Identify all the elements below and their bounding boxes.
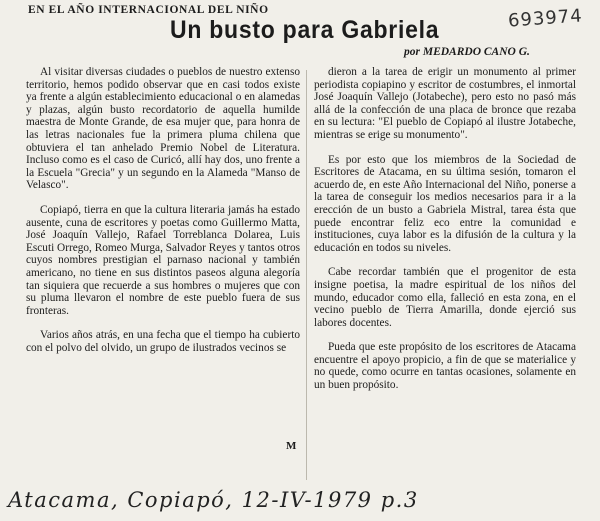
article-title: Un busto para Gabriela	[170, 16, 440, 44]
archive-number: 693974	[507, 5, 584, 32]
article-byline: por MEDARDO CANO G.	[404, 46, 530, 58]
paragraph: Varios años atrás, en una fecha que el tiempo ha cubierto con el polvo del olvido, un grupo de ilustrados vecinos se	[26, 329, 300, 354]
column-divider	[306, 70, 307, 480]
paragraph: dieron a la tarea de erigir un monumento al primer periodista copiapino y escritor de costumbres, el inmortal José Joaquín Vallejo (Jotabeche), pero esto no pasó más allá de la confección de una placa de bronce que rezaba en su lectura: "El pueblo de Copiapó al ilustre Jotabeche, mientras se erige su monumento".	[314, 66, 576, 141]
paragraph: Copiapó, tierra en que la cultura literaria jamás ha estado ausente, cuna de escritores y poetas como Guillermo Matta, José Joaquín Vallejo, Rafael Torreblanca Dolarea, Luis Escuti Orrego, Romeo Murga, Salvador Reyes y tantos otros cuyos nombres prestigian el parnaso nacional y también americano, no tiene en sus distintos paseos alguna alegoría tan siquiera que recuerde a sus hombres o mujeres que con su pluma llevaron el nombre de este pueblo fuera de sus fronteras.	[26, 203, 301, 317]
article-kicker: EN EL AÑO INTERNACIONAL DEL NIÑO	[28, 4, 269, 16]
right-column	[314, 66, 576, 392]
signature-mark: M	[286, 440, 297, 452]
paragraph: Al visitar diversas ciudades o pueblos de nuestro extenso territorio, hemos podido observar que en casi todos existe ya frente a algún establecimiento educacional o en alamedas y plazas, algún busto recordatorio de aquella humilde maestra de Monte Grande, de esa mujer que, para honra de las letras nacionales fue la primera pluma chilena que obtuviera el tan anhelado Premio Nobel de Literatura. Incluso como es el caso de Curicó, allí hay dos, uno frente a la Escuela "Grecia" y un segundo en la Alameda "Manso de Velasco".	[26, 66, 300, 192]
paragraph: Pueda que este propósito de los escritores de Atacama encuentre el apoyo propicio, a fin de que se materialice y no quede, como ocurre en tantas ocasiones, solamente en un buen propósito.	[314, 341, 576, 392]
paragraph: Cabe recordar también que el progenitor de esta insigne poetisa, la madre espiritual de los niños del mundo, educador como ella, falleció en esta zona, en el vecino pueblo de Tierra Amarilla, donde ejerció sus labores docentes.	[314, 266, 576, 329]
paragraph: Es por esto que los miembros de la Sociedad de Escritores de Atacama, en su última sesión, tomaron el acuerdo de, en este Año Internacional del Niño, ponerse a la tarea de conseguir los medios necesarios para ir a la erección de un busto a Gabriela Mistral, tarea ésta que puede encontrar feliz eco entre la comunidad e instituciones, cuya labor es la difusión de la cultura y la educación en todos su niveles.	[314, 153, 576, 254]
left-column	[26, 66, 300, 354]
handwritten-source-note: Atacama, Copiapó, 12-IV-1979 p.3	[8, 488, 419, 512]
